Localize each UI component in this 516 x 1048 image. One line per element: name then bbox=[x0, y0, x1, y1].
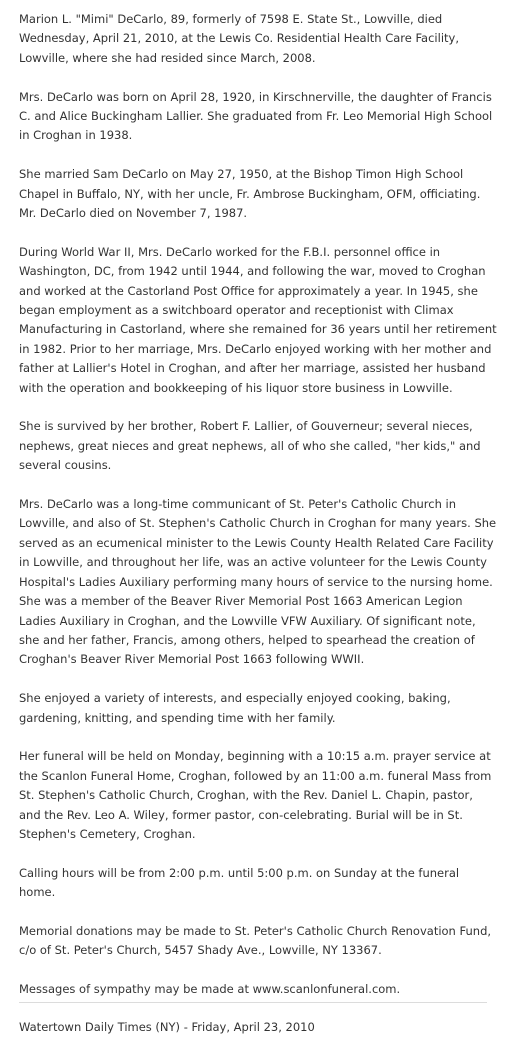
obituary-paragraph-intro: Marion L. "Mimi" DeCarlo, 89, formerly of 7598 E. State St., Lowville, died Wednesday, April 21, 2010, at the Lewis Co. Residential Health Care Facility, Lowville, where she had resided since March, 2008. bbox=[19, 12, 459, 65]
obituary-text bbox=[19, 10, 497, 1019]
obituary-paragraph-church: Mrs. DeCarlo was a long-time communicant of St. Peter's Catholic Church in Lowville, and also of St. Stephen's Catholic Church in Croghan for many years. She served as an ecumenical minister to the Lewis County Health Related Care Facility in Lowville, and throughout her life, was an active volunteer for the Lewis County Hospital's Ladies Auxiliary performing many hours of service to the nursing home. She was a member of the Beaver River Memorial Post 1663 American Legion Ladies Auxiliary in Croghan, and the Lowville VFW Auxiliary. Of significant note, she and her father, Francis, among others, helped to spearhead the creation of Croghan's Beaver River Memorial Post 1663 following WWII. bbox=[19, 497, 497, 667]
obituary-paragraph-funeral: Her funeral will be held on Monday, beginning with a 10:15 a.m. prayer service at the Scanlon Funeral Home, Croghan, followed by an 11:00 a.m. funeral Mass from St. Stephen's Catholic Church, Croghan, with the Rev. Daniel L. Chapin, pastor, and the Rev. Leo A. Wiley, former pastor, con-celebrating. Burial will be in St. Stephen's Cemetery, Croghan. bbox=[19, 749, 492, 841]
obituary-paragraph-calling-hours: Calling hours will be from 2:00 p.m. until 5:00 p.m. on Sunday at the funeral home. bbox=[19, 865, 460, 900]
divider bbox=[19, 1002, 487, 1003]
source-credit: Watertown Daily Times (NY) - Friday, April 23, 2010 bbox=[19, 1020, 315, 1034]
obituary-paragraph-birth: Mrs. DeCarlo was born on April 28, 1920, in Kirschnerville, the daughter of Francis C. and Alice Buckingham Lallier. She graduated from Fr. Leo Memorial High School in Croghan in 1938. bbox=[19, 89, 493, 143]
obituary-paragraph-donations: Memorial donations may be made to St. Peter's Catholic Church Renovation Fund, c/o of St. Peter's Church, 5457 Shady Ave., Lowville, NY 13367. bbox=[19, 923, 492, 958]
obituary-paragraph-marriage: She married Sam DeCarlo on May 27, 1950, at the Bishop Timon High School Chapel in Buffalo, NY, with her uncle, Fr. Ambrose Buckingham, OFM, officiating. Mr. DeCarlo died on November 7, 1987. bbox=[19, 167, 481, 221]
obituary-paragraph-interests: She enjoyed a variety of interests, and especially enjoyed cooking, baking, gardening, knitting, and spending time with her family. bbox=[19, 691, 451, 725]
obituary-paragraph-sympathy: Messages of sympathy may be made at www.scanlonfuneral.com. bbox=[19, 982, 401, 997]
obituary-paragraph-survivors: She is survived by her brother, Robert F. Lallier, of Gouverneur; several nieces, nephews, great nieces and great nephews, all of who she called, "her kids," and several cousins. bbox=[19, 419, 481, 473]
obituary-paragraph-career: During World War II, Mrs. DeCarlo worked for the F.B.I. personnel office in Washington, DC, from 1942 until 1944, and following the war, moved to Croghan and worked at the Castorland Post Office for approximately a year. In 1945, she began employment as a switchboard operator and receptionist with Climax Manufacturing in Castorland, where she remained for 36 years until her retirement in 1982. Prior to her marriage, Mrs. DeCarlo enjoyed working with her mother and father at Lallier's Hotel in Croghan, and after her marriage, assisted her husband with the operation and bookkeeping of his liquor store business in Lowville. bbox=[19, 244, 497, 395]
